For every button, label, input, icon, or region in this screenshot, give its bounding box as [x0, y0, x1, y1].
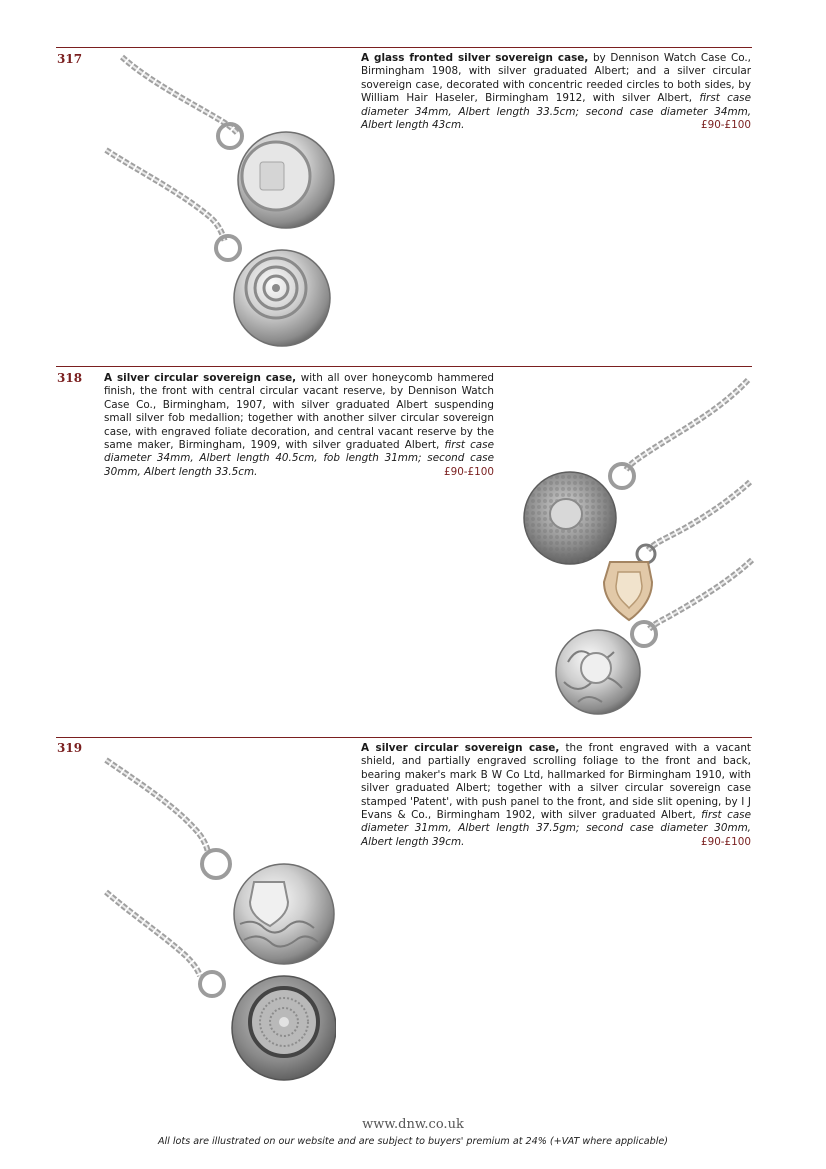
lot-title: A silver circular sovereign case,: [104, 372, 297, 384]
lot-number: 318: [57, 371, 83, 385]
lot-estimate: £90-£100: [443, 465, 494, 478]
lot-number: 317: [57, 52, 83, 66]
lot-estimate: £90-£100: [700, 835, 751, 848]
lot-body: by Dennison Watch Case Co., Birmingham 1908, with silver graduated Albert; and a silver circular sovereign case, decorated with concentric reeded circles to both sides, by William Hair Haseler, Birmingham 1912, with silver Albert,: [361, 52, 751, 105]
lot-319-photo: [104, 756, 336, 1086]
lot-318-description: [104, 372, 494, 479]
lot-number: 319: [57, 741, 83, 755]
lot-317-divider: [56, 47, 752, 48]
lot-318-photo: [518, 372, 754, 720]
lot-317-description: [361, 52, 751, 132]
lot-dimensions: first case diameter 31mm, Albert length 37.5gm; second case diameter 30mm, Albert length 39cm.: [361, 809, 751, 848]
footer-note: All lots are illustrated on our website and are subject to buyers' premium at 24% (+VAT where applicable): [157, 1136, 669, 1147]
lot-title: A silver circular sovereign case,: [361, 742, 560, 754]
lot-318-divider: [56, 366, 752, 367]
lot-title: A glass fronted silver sovereign case,: [361, 52, 589, 64]
lot-body: the front engraved with a vacant shield, and partially engraved scrolling foliage to the front and back, bearing maker's mark B W Co Ltd, hallmarked for Birmingham 1910, with silver graduated Albert; together with a silver circular sovereign case stamped 'Patent', with push panel to the front, and side slit opening, by I J Evans & Co., Birmingham 1902, with silver graduated Albert,: [361, 742, 751, 822]
lot-estimate: £90-£100: [700, 119, 751, 132]
lot-319-divider: [56, 737, 752, 738]
lot-317-photo: [100, 52, 340, 348]
lot-body: with all over honeycomb hammered finish, the front with central circular vacant reserve, by Dennison Watch Case Co., Birmingham, 1907, with silver graduated Albert suspending small silver fob medallion; together with another silver circular sovereign case, with engraved foliate decoration, and central vacant reserve by the same maker, Birmingham, 1909, with silver graduated Albert,: [104, 372, 494, 452]
lot-dimensions: first case diameter 34mm, Albert length 40.5cm, fob length 31mm; second case 30mm, Albert length 33.5cm.: [104, 439, 494, 478]
lot-319-description: [361, 742, 751, 849]
website-link[interactable]: www.dnw.co.uk: [362, 1117, 464, 1132]
lot-dimensions: first case diameter 34mm, Albert length 33.5cm; second case diameter 34mm, Albert length 43cm.: [361, 92, 751, 132]
